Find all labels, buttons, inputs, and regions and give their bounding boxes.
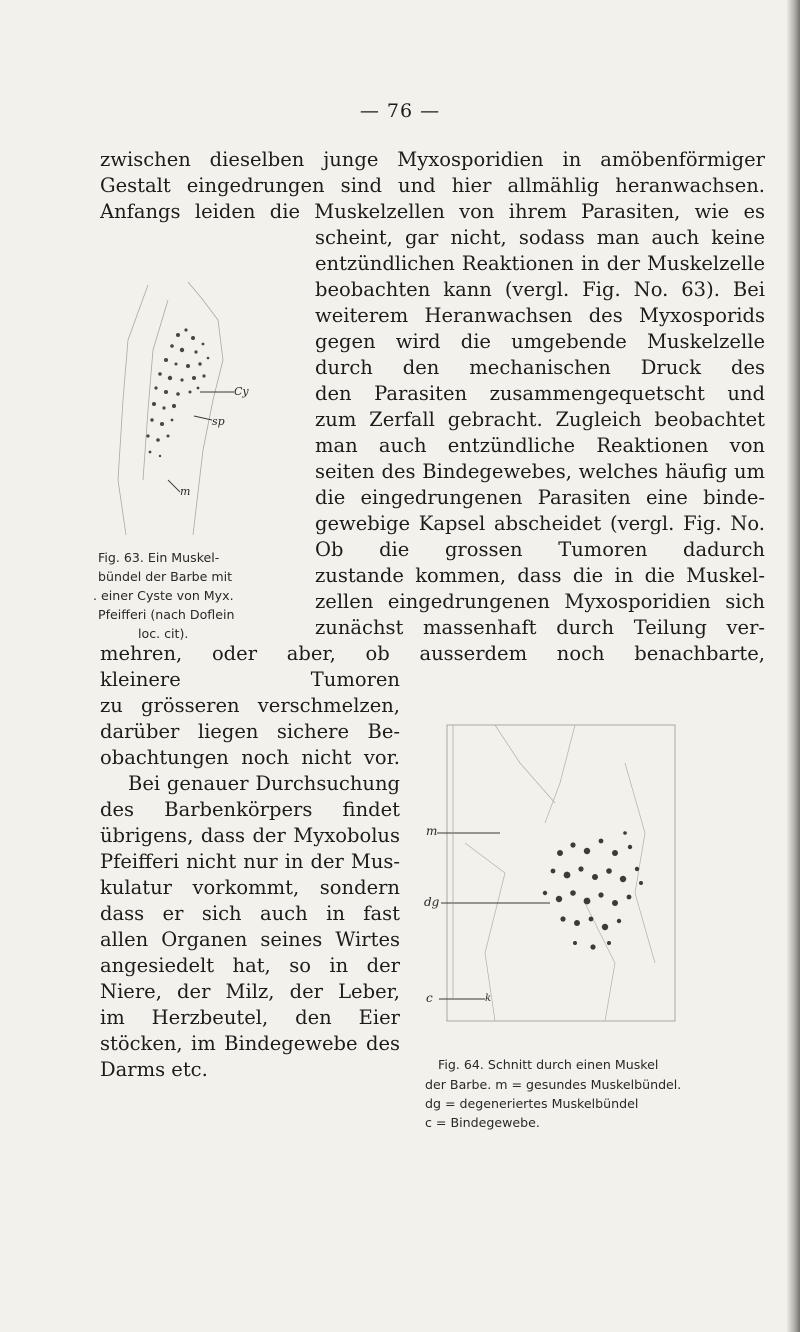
fig63-caption-line: loc. cit). <box>138 626 189 641</box>
text-line: beobachten kann (vergl. Fig. No. 63). Bei <box>315 278 765 301</box>
text-line: dass er sich auch in fast <box>100 902 400 925</box>
text-line: im Herzbeutel, den Eier <box>100 1006 400 1029</box>
text-line: des Barbenkörpers findet <box>100 798 400 821</box>
fig64-label-dg: dg <box>424 895 440 909</box>
text-line: durch den mechanischen Druck des <box>315 356 765 379</box>
text-line: angesiedelt hat, so in der <box>100 954 400 977</box>
text-line: kulatur vorkommt, sondern <box>100 876 400 899</box>
page-edge-shadow <box>786 0 800 1332</box>
text-line: Anfangs leiden die Muskelzellen von ihrem Parasiten, wie es <box>100 200 765 223</box>
text-line: scheint, gar nicht, sodass man auch keine <box>315 226 765 249</box>
text-line: Bei genauer Durchsuchung <box>128 772 400 795</box>
fig64-caption-line: c = Bindegewebe. <box>425 1115 540 1130</box>
fig64-label-c: c <box>426 991 433 1005</box>
text-line: seiten des Bindegewebes, welches häufig um <box>315 460 765 483</box>
text-line: zustande kommen, dass die in die Muskel- <box>315 564 765 587</box>
text-line: Gestalt eingedrungen sind und hier allmählig heranwachsen. <box>100 174 765 197</box>
text-line: zwischen dieselben junge Myxosporidien in amöbenförmiger <box>100 148 765 171</box>
text-line: entzündlichen Reaktionen in der Muskelzelle <box>315 252 765 275</box>
text-line: Darms etc. <box>100 1058 208 1081</box>
fig64-caption-line: dg = degeneriertes Muskelbündel <box>425 1096 639 1111</box>
fig63-caption-line: . einer Cyste von Myx. <box>93 588 234 603</box>
text-line: allen Organen seines Wirtes <box>100 928 400 951</box>
fig63-label-m: m <box>180 485 191 498</box>
fig63-label-sp: sp <box>212 415 225 428</box>
fig64-caption-line: Fig. 64. Schnitt durch einen Muskel <box>438 1057 659 1072</box>
text-line: zunächst massenhaft durch Teilung ver- <box>315 616 765 639</box>
fig63-caption-line: Fig. 63. Ein Muskel- <box>98 550 220 565</box>
fig64-label-m: m <box>426 824 438 838</box>
text-line: zum Zerfall gebracht. Zugleich beobachtet <box>315 408 765 431</box>
text-line: weiterem Heranwachsen des Myxosporids <box>315 304 765 327</box>
text-line: zellen eingedrungenen Myxosporidien sich <box>315 590 765 613</box>
fig63-caption-line: bündel der Barbe mit <box>98 569 233 584</box>
text-line: Pfeifferi nicht nur in der Mus- <box>100 850 400 873</box>
figure-64-illustration <box>425 723 680 1025</box>
text-line: übrigens, dass der Myxobolus <box>100 824 400 847</box>
fig64-label-k: k <box>485 993 492 1004</box>
text-line: den Parasiten zusammengequetscht und <box>315 382 765 405</box>
page-number: — 76 — <box>359 100 441 122</box>
fig64-caption-line: der Barbe. m = gesundes Muskelbündel. <box>425 1077 682 1092</box>
text-line: Niere, der Milz, der Leber, <box>100 980 400 1003</box>
text-line: die eingedrungenen Parasiten eine binde- <box>315 486 765 509</box>
text-line: obachtungen noch nicht vor. <box>100 746 400 769</box>
text-line: mehren, oder aber, ob ausserdem noch benachbarte, <box>100 642 765 665</box>
text-line: gegen wird die umgebende Muskelzelle <box>315 330 765 353</box>
text-line: kleinere Tumoren <box>100 668 400 691</box>
text-line: gewebige Kapsel abscheidet (vergl. Fig. No. <box>315 512 765 535</box>
text-line: man auch entzündliche Reaktionen von <box>315 434 765 457</box>
figure-63-illustration <box>108 280 298 540</box>
text-line: Ob die grossen Tumoren dadurch <box>315 538 765 561</box>
text-line: darüber liegen sichere Be- <box>100 720 400 743</box>
text-line: zu grösseren verschmelzen, <box>100 694 400 717</box>
fig63-caption-line: Pfeifferi (nach Doflein <box>98 607 235 622</box>
fig63-label-cy: Cy <box>234 385 249 398</box>
text-line: stöcken, im Bindegewebe des <box>100 1032 400 1055</box>
